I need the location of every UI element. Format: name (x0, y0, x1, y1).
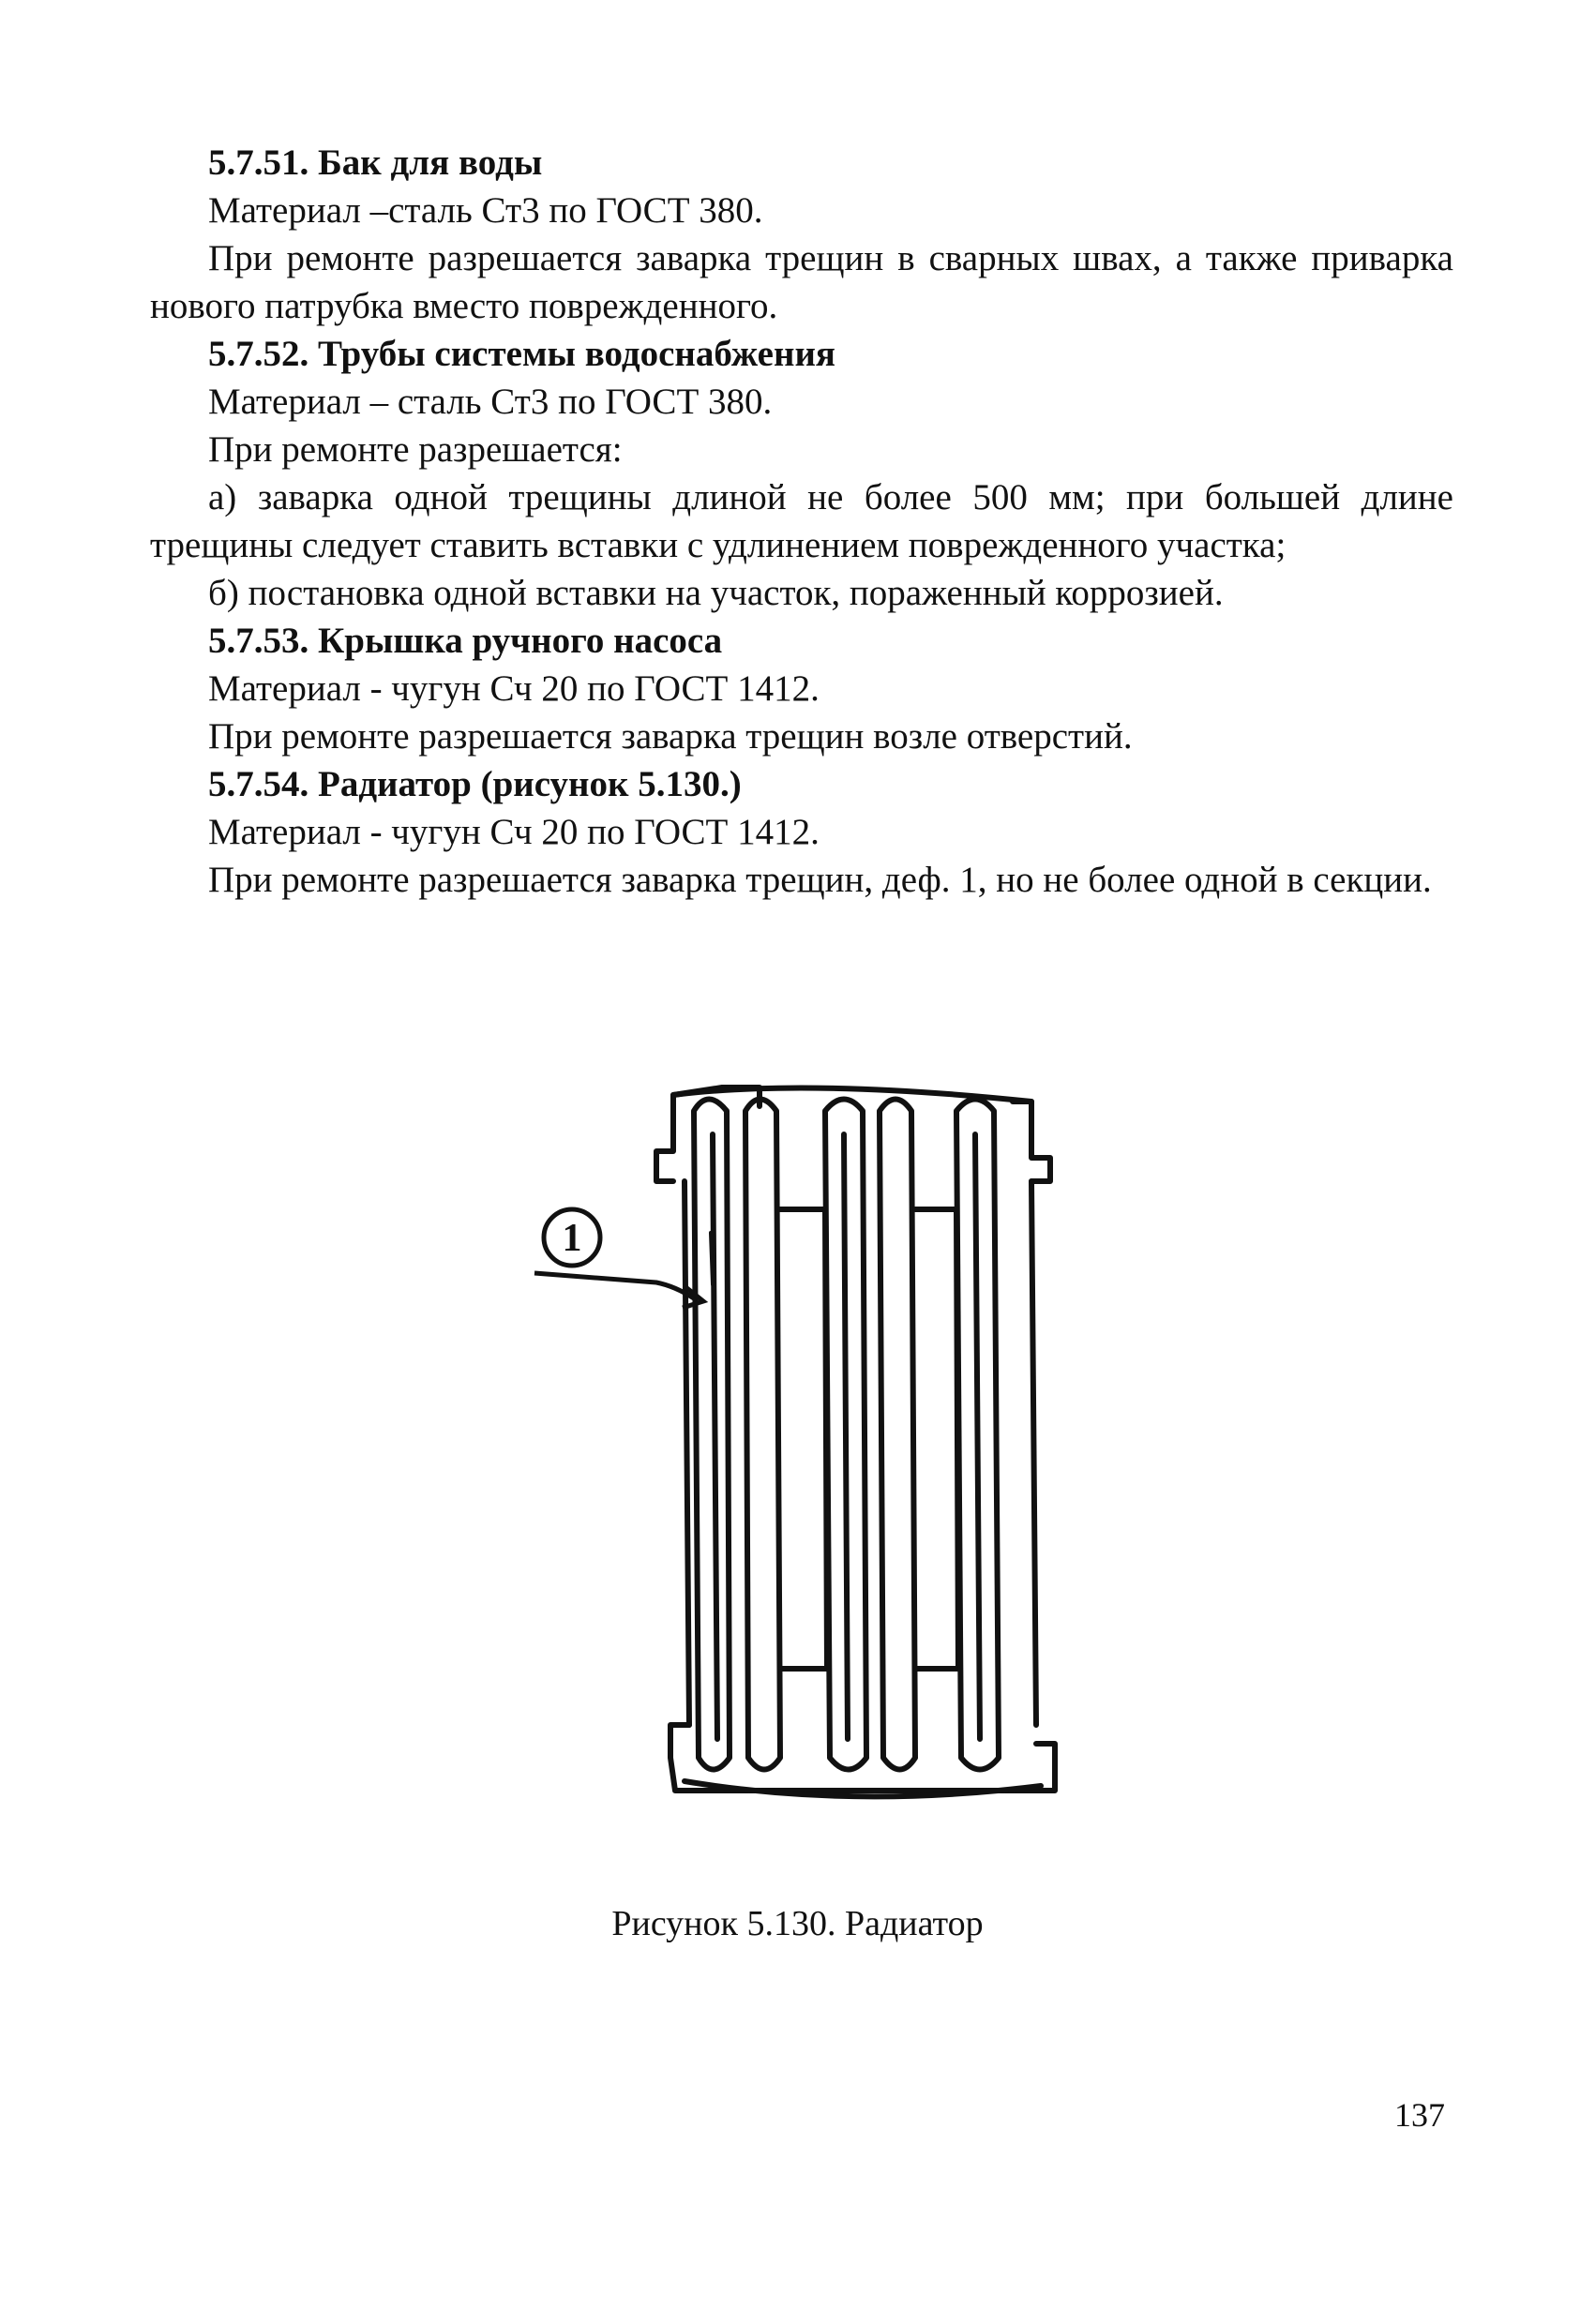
radiator-section-3-inner (844, 1134, 848, 1739)
repair-paragraph: При ремонте разрешается заварка трещин возле отверстий. (208, 716, 1133, 757)
radiator-section-2 (745, 1100, 780, 1770)
defect-callout (534, 1209, 703, 1308)
list-item-b: б) постановка одной вставки на участок, пораженный коррозией. (208, 573, 1224, 613)
radiator-section-1-inner (713, 1134, 717, 1739)
callout-number: 1 (562, 1217, 582, 1260)
radiator-section-4 (880, 1100, 915, 1770)
figure-caption: Рисунок 5.130. Радиатор (611, 1904, 984, 1943)
section-heading-5-7-54: 5.7.54. Радиатор (рисунок 5.130.) (208, 764, 742, 804)
radiator-outer-right (1031, 1181, 1036, 1725)
callout-leader-line (534, 1273, 694, 1298)
repair-paragraph: При ремонте разрешается заварка трещин, деф. 1, но не более одной в секции. (208, 860, 1432, 900)
radiator-top-right-cap (1013, 1102, 1050, 1181)
section-heading-5-7-53: 5.7.53. Крышка ручного насоса (208, 621, 723, 661)
section-heading-5-7-52: 5.7.52. Трубы системы водоснабжения (208, 334, 836, 374)
material-paragraph: Материал - чугун Сч 20 по ГОСТ 1412. (208, 812, 820, 852)
list-item-a: а) заварка одной трещины длиной не более 500 мм; при большей длине трещины следует ставить вставки с удлинением поврежденного участка; (150, 477, 1453, 565)
repair-intro-paragraph: При ремонте разрешается: (208, 429, 623, 470)
radiator-section-5-inner (975, 1134, 980, 1739)
radiator-column-gap-1 (780, 1209, 827, 1669)
section-heading-5-7-51: 5.7.51. Бак для воды (208, 142, 543, 183)
page-number: 137 (1394, 2096, 1445, 2134)
repair-paragraph: При ремонте разрешается заварка трещин в сварных швах, а также приварка нового патрубка вместо поврежденного. (150, 238, 1453, 326)
crack-mark (711, 1233, 713, 1284)
material-paragraph: Материал –сталь Ст3 по ГОСТ 380. (208, 190, 763, 231)
material-paragraph: Материал – сталь Ст3 по ГОСТ 380. (208, 382, 773, 422)
radiator-figure (525, 1069, 1088, 1837)
body-text (150, 139, 1453, 904)
radiator-outer-left (685, 1181, 689, 1725)
radiator-column-gap-2 (915, 1209, 958, 1669)
material-paragraph: Материал - чугун Сч 20 по ГОСТ 1412. (208, 668, 820, 709)
